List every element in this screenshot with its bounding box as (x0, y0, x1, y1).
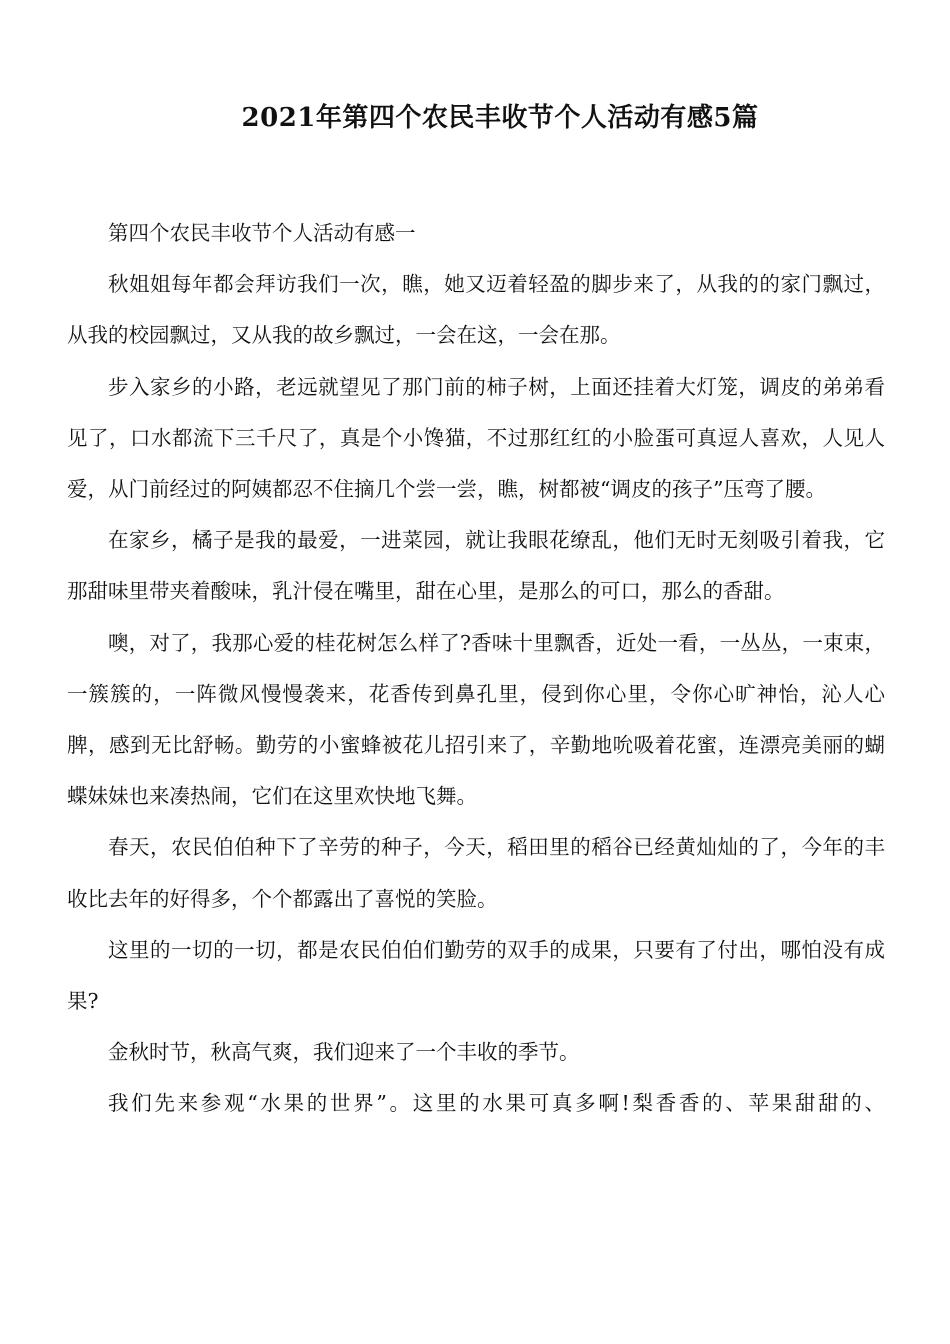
document-body (67, 208, 885, 1130)
section-heading: 第四个农民丰收节个人活动有感一 (108, 221, 416, 245)
document-title: 2021年第四个农民丰收节个人活动有感5篇 (241, 103, 759, 133)
paragraph: 噢，对了，我那心爱的桂花树怎么样了?香味十里飘香，近处一看，一丛丛，一束束，一簇簇的，一阵微风慢慢袭来，花香传到鼻孔里，侵到你心里，令你心旷神怡，沁人心脾，感到无比舒畅。勤劳的小蜜蜂被花儿招引来了，辛勤地吮吸着花蜜，连漂亮美丽的蝴蝶妹妹也来凑热闹，它们在这里欢快地飞舞。 (67, 630, 885, 809)
paragraph: 金秋时节，秋高气爽，我们迎来了一个丰收的季节。 (108, 1040, 580, 1065)
paragraph: 秋姐姐每年都会拜访我们一次，瞧，她又迈着轻盈的脚步来了，从我的的家门飘过，从我的校园飘过，又从我的故乡飘过，一会在这，一会在那。 (67, 272, 885, 348)
paragraph: 步入家乡的小路，老远就望见了那门前的柿子树，上面还挂着大灯笼，调皮的弟弟看见了，口水都流下三千尺了，真是个小馋猫，不过那红红的小脸蛋可真逗人喜欢，人见人爱，从门前经过的阿姨都忍不住摘几个尝一尝，瞧，树都被“调皮的孩子”压弯了腰。 (67, 374, 885, 502)
paragraph: 在家乡，橘子是我的最爱，一进菜园，就让我眼花缭乱，他们无时无刻吸引着我，它那甜味里带夹着酸味，乳汁侵在嘴里，甜在心里，是那么的可口，那么的香甜。 (67, 528, 885, 604)
paragraph: 春天，农民伯伯种下了辛劳的种子，今天，稻田里的稻谷已经黄灿灿的了，今年的丰收比去年的好得多，个个都露出了喜悦的笑脸。 (67, 835, 885, 911)
paragraph: 我们先来参观“水果的世界”。这里的水果可真多啊!梨香香的、苹果甜甜的、 (108, 1091, 885, 1116)
paragraph: 这里的一切的一切，都是农民伯伯们勤劳的双手的成果，只要有了付出，哪怕没有成果? (67, 937, 885, 1014)
